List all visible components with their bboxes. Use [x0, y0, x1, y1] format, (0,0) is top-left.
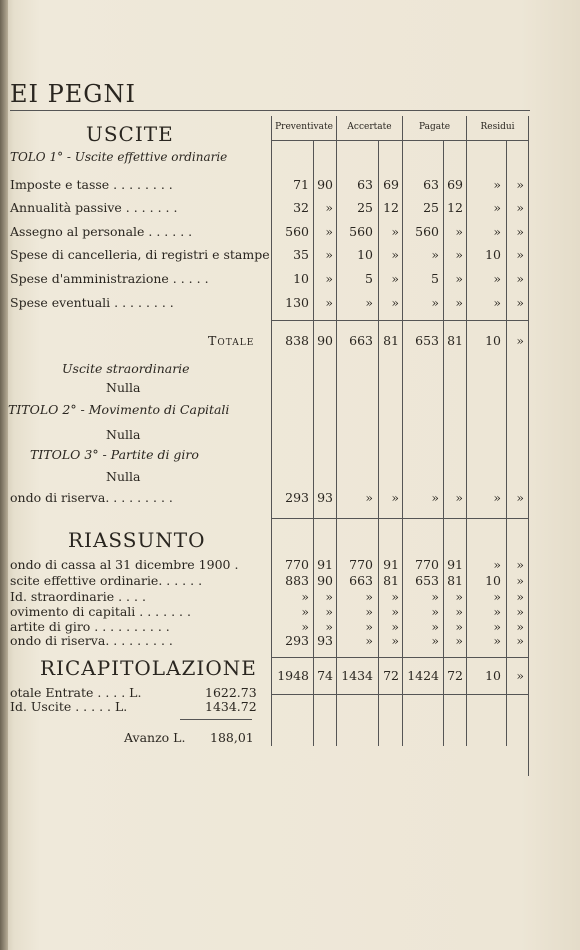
row-label: Assegno al personale . . . . . .	[10, 224, 193, 239]
cell-pag-lire: 1424	[407, 668, 439, 683]
cell-pag-lire: 25	[423, 200, 439, 215]
cell-prev-cent: »	[325, 295, 333, 310]
cell-prev-lire: 560	[285, 224, 309, 239]
page-header: EI PEGNI	[10, 80, 136, 108]
cell-acc-lire: 663	[349, 333, 373, 348]
cell-prev-lire: 1948	[277, 668, 309, 683]
cell-prev-cent: 90	[317, 333, 333, 348]
cell-res-lire: »	[493, 557, 501, 572]
row-label: artite di giro . . . . . . . . . .	[10, 619, 170, 634]
cell-res-lire: »	[493, 490, 501, 505]
cell-acc-lire: »	[365, 604, 373, 619]
cell-prev-lire: 770	[285, 557, 309, 572]
cell-pag-lire: »	[431, 490, 439, 505]
cell-prev-cent: »	[325, 589, 333, 604]
cell-acc-lire: »	[365, 295, 373, 310]
cell-pag-lire: 653	[415, 573, 439, 588]
nulla-2-text: Nulla	[106, 427, 141, 442]
table-row	[0, 247, 580, 265]
cell-pag-lire: »	[431, 604, 439, 619]
cell-res-lire: »	[493, 619, 501, 634]
cell-prev-lire: 32	[293, 200, 309, 215]
cell-pag-cent: »	[455, 490, 463, 505]
cell-res-lire: 10	[485, 247, 501, 262]
row-label: ondo di riserva. . . . . . . . .	[10, 633, 173, 648]
cell-prev-cent: 90	[317, 573, 333, 588]
cell-res-cent: »	[516, 490, 524, 505]
cell-acc-cent: »	[391, 619, 399, 634]
straord-text: Uscite straordinarie	[62, 361, 190, 376]
row-label: Spese d'amministrazione . . . . .	[10, 271, 209, 286]
cell-acc-cent: »	[391, 295, 399, 310]
cell-pag-cent: »	[455, 271, 463, 286]
cell-pag-lire: »	[431, 633, 439, 648]
titolo-2-text: TITOLO 2° - Movimento di Capitali	[8, 402, 230, 417]
cell-pag-lire: »	[431, 589, 439, 604]
nulla-1-text: Nulla	[106, 380, 141, 395]
uscite-label: Id. Uscite . . . . . L.	[10, 699, 128, 714]
cell-acc-cent: »	[391, 271, 399, 286]
cell-prev-lire: 71	[293, 177, 309, 192]
cell-pag-lire: »	[431, 295, 439, 310]
cell-res-lire: 10	[485, 668, 501, 683]
cell-res-cent: »	[516, 668, 524, 683]
totale-text: Totale	[208, 333, 255, 348]
col-preventivate: Preventivate	[275, 122, 333, 132]
cell-acc-lire: »	[365, 589, 373, 604]
cell-prev-cent: »	[325, 247, 333, 262]
cell-res-cent: »	[516, 589, 524, 604]
cell-acc-lire: 560	[349, 224, 373, 239]
riassunto-title: RIASSUNTO	[68, 528, 206, 552]
cell-res-lire: »	[493, 604, 501, 619]
cell-pag-cent: »	[455, 633, 463, 648]
cell-prev-lire: 35	[293, 247, 309, 262]
cell-res-lire: »	[493, 177, 501, 192]
cell-prev-cent: »	[325, 224, 333, 239]
cell-res-cent: »	[516, 573, 524, 588]
cell-pag-cent: »	[455, 589, 463, 604]
row-label: ondo di riserva. . . . . . . . .	[10, 490, 173, 505]
cell-acc-lire: »	[365, 633, 373, 648]
row-label: Spese di cancelleria, di registri e stampe	[10, 247, 270, 262]
cell-pag-lire: 5	[431, 271, 439, 286]
fondo-rule	[271, 518, 528, 519]
cell-pag-cent: »	[455, 619, 463, 634]
entrate-value: 1622.73	[205, 685, 257, 700]
avanzo-rule	[180, 719, 252, 720]
cell-res-lire: »	[493, 224, 501, 239]
cell-acc-cent: 81	[383, 573, 399, 588]
cell-res-lire: 10	[485, 573, 501, 588]
cell-res-cent: »	[516, 619, 524, 634]
cell-acc-cent: 12	[383, 200, 399, 215]
cell-pag-cent: »	[455, 295, 463, 310]
cell-pag-lire: 63	[423, 177, 439, 192]
cell-prev-cent: 90	[317, 177, 333, 192]
avanzo-value: 188,01	[210, 730, 254, 745]
cell-acc-cent: 72	[383, 668, 399, 683]
cell-prev-lire: 293	[285, 490, 309, 505]
cell-pag-cent: »	[455, 247, 463, 262]
cell-res-cent: »	[516, 633, 524, 648]
titolo-3-text: TITOLO 3° - Partite di giro	[30, 447, 199, 462]
cell-acc-cent: »	[391, 633, 399, 648]
table-row	[0, 668, 580, 686]
cell-acc-lire: 770	[349, 557, 373, 572]
table-row	[0, 490, 580, 508]
cell-res-cent: »	[516, 177, 524, 192]
table-row	[0, 271, 580, 289]
cell-pag-cent: »	[455, 224, 463, 239]
header-rule	[10, 110, 530, 111]
cell-prev-cent: »	[325, 619, 333, 634]
titolo-1-label: TOLO 1° - Uscite effettive ordinarie	[10, 150, 228, 164]
col-residui: Residui	[480, 122, 515, 132]
cell-pag-cent: 91	[447, 557, 463, 572]
row-label: ondo di cassa al 31 dicembre 1900 .	[10, 557, 239, 572]
avanzo-label: Avanzo L.	[124, 730, 186, 745]
row-label: scite effettive ordinarie. . . . . .	[10, 573, 203, 588]
cell-acc-cent: »	[391, 604, 399, 619]
cell-acc-lire: »	[365, 619, 373, 634]
cell-acc-lire: 63	[357, 177, 373, 192]
cell-res-cent: »	[516, 295, 524, 310]
cell-acc-lire: »	[365, 490, 373, 505]
cell-res-cent: »	[516, 247, 524, 262]
uscite-value: 1434.72	[205, 699, 257, 714]
cell-res-cent: »	[516, 557, 524, 572]
ricap-rule	[271, 694, 528, 695]
cell-acc-lire: 25	[357, 200, 373, 215]
table-row	[0, 295, 580, 313]
cell-pag-cent: 69	[447, 177, 463, 192]
cell-res-lire: »	[493, 589, 501, 604]
cell-pag-cent: 81	[447, 333, 463, 348]
cell-prev-cent: 93	[317, 490, 333, 505]
table-row	[0, 177, 580, 195]
cell-acc-cent: 81	[383, 333, 399, 348]
cell-prev-cent: 93	[317, 633, 333, 648]
cell-prev-lire: »	[301, 604, 309, 619]
cell-prev-cent: 74	[317, 668, 333, 683]
row-label: ovimento di capitali . . . . . . .	[10, 604, 191, 619]
cell-res-lire: »	[493, 633, 501, 648]
cell-prev-lire: »	[301, 619, 309, 634]
uscite-title: USCITE	[86, 122, 174, 146]
table-row	[0, 224, 580, 242]
row-label: Imposte e tasse . . . . . . . .	[10, 177, 173, 192]
ricap-title: RICAPITOLAZIONE	[40, 656, 257, 680]
cell-acc-cent: »	[391, 247, 399, 262]
book-spine	[0, 0, 8, 950]
cell-pag-cent: 72	[447, 668, 463, 683]
cell-prev-lire: 130	[285, 295, 309, 310]
cell-pag-lire: »	[431, 619, 439, 634]
grid-line	[271, 140, 528, 141]
cell-pag-lire: »	[431, 247, 439, 262]
cell-acc-lire: 663	[349, 573, 373, 588]
cell-res-cent: »	[516, 271, 524, 286]
cell-pag-lire: 770	[415, 557, 439, 572]
cell-res-cent: »	[516, 200, 524, 215]
cell-res-cent: »	[516, 604, 524, 619]
cell-prev-cent: 91	[317, 557, 333, 572]
cell-prev-cent: »	[325, 604, 333, 619]
cell-acc-lire: 5	[365, 271, 373, 286]
cell-prev-lire: »	[301, 589, 309, 604]
table-row	[0, 200, 580, 218]
cell-acc-cent: 69	[383, 177, 399, 192]
cell-prev-cent: »	[325, 200, 333, 215]
cell-prev-lire: 10	[293, 271, 309, 286]
table-row	[0, 633, 580, 651]
cell-pag-cent: 12	[447, 200, 463, 215]
cell-pag-cent: »	[455, 604, 463, 619]
cell-res-cent: »	[516, 333, 524, 348]
cell-acc-lire: 1434	[341, 668, 373, 683]
cell-res-lire: 10	[485, 333, 501, 348]
table-row	[0, 333, 580, 351]
cell-prev-lire: 293	[285, 633, 309, 648]
cell-res-lire: »	[493, 295, 501, 310]
col-pagate: Pagate	[418, 122, 451, 132]
cell-acc-lire: 10	[357, 247, 373, 262]
cell-res-lire: »	[493, 200, 501, 215]
row-label: Id. straordinarie . . . .	[10, 589, 146, 604]
col-accertate: Accertate	[347, 122, 392, 132]
total-rule	[271, 320, 528, 321]
row-label: Annualità passive . . . . . . .	[10, 200, 178, 215]
row-label: Spese eventuali . . . . . . . .	[10, 295, 174, 310]
cell-prev-lire: 883	[285, 573, 309, 588]
nulla-3-text: Nulla	[106, 469, 141, 484]
cell-acc-cent: 91	[383, 557, 399, 572]
cell-acc-cent: »	[391, 224, 399, 239]
cell-prev-cent: »	[325, 271, 333, 286]
cell-acc-cent: »	[391, 589, 399, 604]
cell-res-lire: »	[493, 271, 501, 286]
cell-res-cent: »	[516, 224, 524, 239]
entrate-label: otale Entrate . . . . L.	[10, 685, 142, 700]
cell-pag-lire: 653	[415, 333, 439, 348]
riassunto-rule	[271, 657, 528, 658]
cell-pag-lire: 560	[415, 224, 439, 239]
cell-pag-cent: 81	[447, 573, 463, 588]
cell-acc-cent: »	[391, 490, 399, 505]
cell-prev-lire: 838	[285, 333, 309, 348]
